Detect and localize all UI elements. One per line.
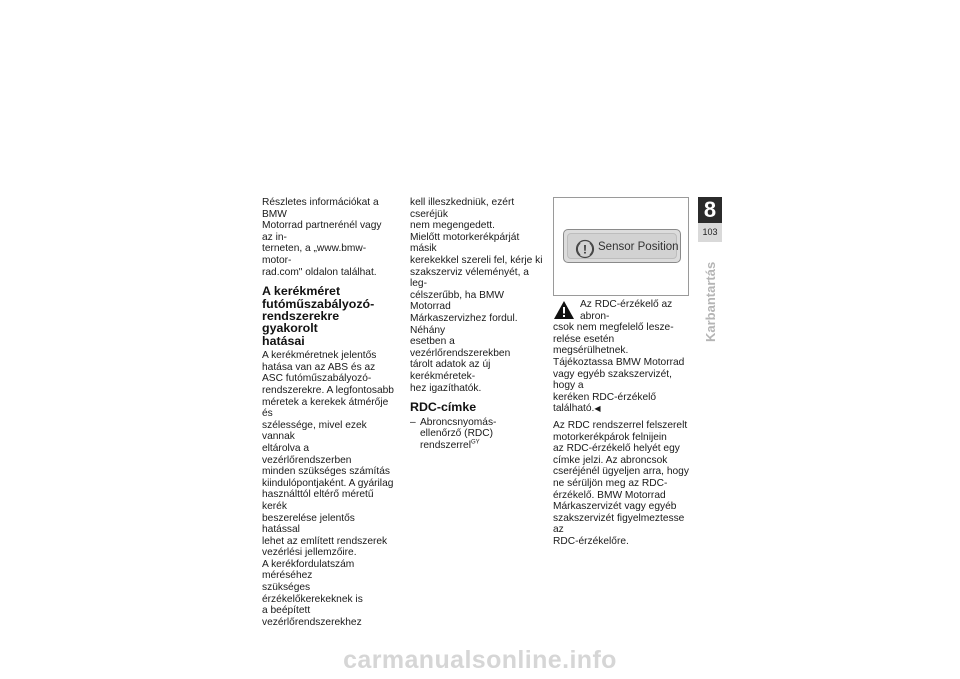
list-item-rdc: – Abroncsnyomás- ellenőrző (RDC) rendszerrel$^{GY}$: [410, 416, 497, 451]
section-heading-wheel-size: A kerékméret futóműszabályozó- rendszerekre gyakorolt hatásai: [262, 284, 375, 348]
sensor-position-text: Sensor Position: [598, 241, 679, 253]
list-dash: –: [410, 416, 416, 428]
chapter-number: 8: [698, 197, 722, 223]
page-number: 103: [702, 227, 718, 237]
wheel-size-paragraph-continued: kell illeszkedniük, ezért cseréjük nem megengedett. Mielőtt motorkerékpárját másik kerekekkel szereli fel, kérje ki szakszerviz véleményét, a leg- célszerűbb, ha BMW Motorrad Márkaszervizhez fordul. Néhány esetben a vezérlőrendszerekben tárolt adatok az új kerékméretek- hez igazíthatók.: [410, 197, 543, 394]
intro-paragraph: Részletes információkat a BMW Motorrad partnerénél vagy az in- terneten, a „www.bmw-motor- rad.com" oldalon találhat.: [262, 197, 382, 278]
text-column-2: [410, 197, 544, 451]
option-marker: GY: [470, 439, 480, 446]
end-mark-icon: ◀: [594, 404, 601, 414]
text-column-3: [553, 299, 690, 547]
chapter-label: Karbantartás: [703, 261, 718, 342]
svg-text:!: !: [583, 242, 587, 257]
watermark: carmanualsonline.info: [343, 646, 617, 674]
warning-paragraph: Az RDC-érzékelő az abron- csok nem megfelelő lesze- relése esetén megsérülhetnek. Tájékoztassa BMW Motorrad vagy egyéb szakszervizét, hogy a keréken RDC-érzékelő található.◀: [553, 299, 685, 415]
section-heading-rdc-label: RDC-címke: [410, 400, 477, 415]
rdc-label-paragraph: Az RDC rendszerrel felszerelt motorkerékpárok felnijein az RDC-érzékelő helyét egy címke jelzi. Az abroncsok cseréjénél ügyeljen arra, hogy ne sérüljön meg az RDC- érzékelő. BMW Motorrad Márkaszervizét vagy egyéb szakszervizét figyelmeztesse az RDC-érzékelőre.: [553, 419, 689, 547]
wheel-size-paragraph: A kerékméretnek jelentős hatása van az ABS és az ASC futóműszabályozó- rendszerekre. A legfontosabb méretek a kerekek átmérője és szélessége, mivel ezek vannak eltárolva a vezérlőrendszerben minden szükséges számítás kiindulópontjaként. A gyárilag használttól eltérő méretű kerék beszerelése jelentős hatással lehet az említett rendszerek vezérlési jellemzőire. A kerékfordulatszám méréséhez szükséges érzékelőkerekeknek is a beépített vezérlőrendszerekhez: [262, 350, 394, 628]
sensor-position-label: [563, 229, 681, 263]
rdc-sensor-figure: [553, 197, 689, 296]
warning-triangle-icon: [553, 300, 575, 320]
text-column-1: [262, 197, 394, 628]
chapter-tab: [698, 197, 722, 242]
warning-circle-icon: [575, 239, 595, 259]
